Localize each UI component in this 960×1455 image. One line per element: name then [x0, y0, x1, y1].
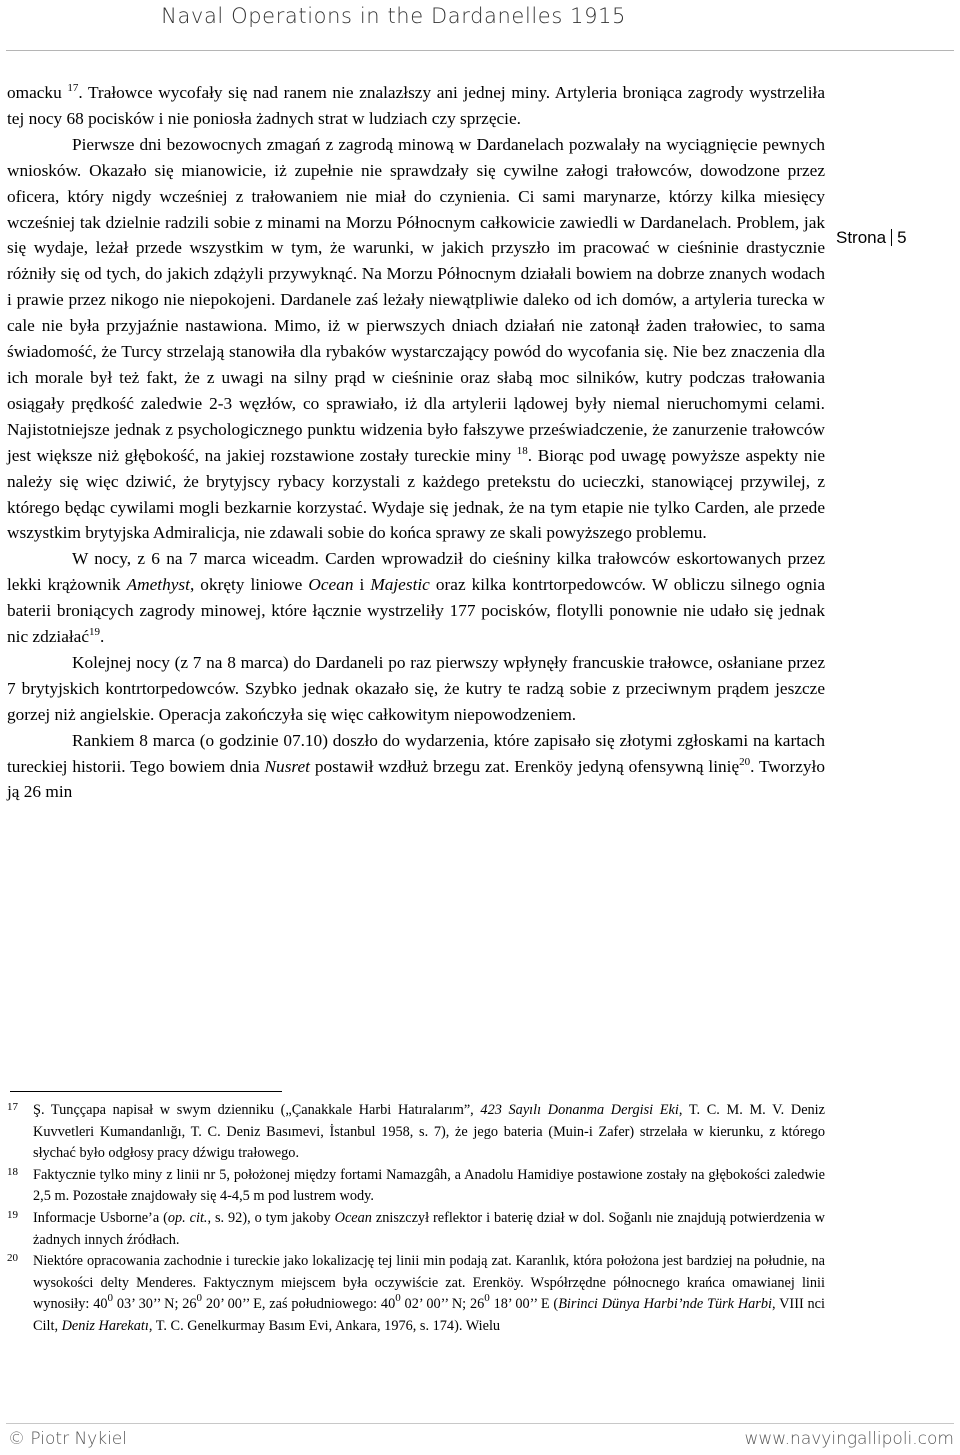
paragraph-1: omacku $^{17}$. Trałowce wycofały się nad ranem nie znalazłszy ani jednej miny. Artyleria broniąca zagrody wystrzeliła tej nocy 68 pocisków i nie poniosła żadnych strat w ludziach czy sprzęcie.: [7, 82, 825, 128]
footnote-ref-17[interactable]: 17: [67, 82, 79, 94]
running-header: Naval Operations in the Dardanelles 1915: [161, 4, 626, 28]
page-number: 5: [897, 228, 907, 247]
ship-name: Majestic: [370, 575, 430, 595]
footnote-number: 18: [7, 1165, 18, 1178]
paragraph-4: Kolejnej nocy (z 7 na 8 marca) do Dardaneli po raz pierwszy wpłynęły francuskie trałowce, osłaniane przez 7 brytyjskich kontrtorpedowców. Szybko jednak okazało się, że kutry te radzą sobie z przeciwnym prądem jeszcze gorzej niż angielskie. Operacja zakończyła się więc całkowitym niepowodzeniem.: [7, 652, 825, 724]
footnote-number: 19: [7, 1208, 18, 1221]
website-link[interactable]: www.navyingallipoli.com: [744, 1429, 954, 1449]
footnote-17: 17 Ş. Tunççapa napisał w swym dzienniku („Çanakkale Harbi Hatıralarım”, 423 Sayılı Donanma Dergisi Eki, T. C. M. M. V. Deniz Kuvvetleri Kumandanlığı, T. C. Deniz Basımevi, İstanbul 1958, s. 7), że jego bateria (Muin-i Zafer) strzelała w kierunku, z którego słychać było odgłosy pracy dźwigu trałowego.: [7, 1100, 825, 1165]
ship-name: Ocean: [308, 575, 354, 595]
footnote-ref-18[interactable]: 18: [516, 444, 528, 457]
page-footer: [8, 1429, 954, 1449]
separator-bar: [891, 229, 892, 246]
paragraph-2: Pierwsze dni bezowocnych zmagań z zagrodą minową w Dardanelach pozwalały na wyciągnięcie pewnych wniosków. Okazało się mianowicie, iż zupełnie nie sprawdzały się cywilne załogi trałowców, dowodzone przez oficera, który nigdy wcześniej z trałowaniem nie miał do czynienia. Ci sami marynarze, którzy kilka miesięcy wcześniej tak dzielnie radzili sobie z minami na Morzu Północnym całkowicie zawiedli w Dardanelach. Problem, jak się wydaje, leżał przede wszystkim w tym, że warunki, w jakich przyszło im pracować w cieśninie drastycznie różniły się od tych, do jakich zdążyli przywyknąć. Na Morzu Północnym działali bowiem na dobrze znanych wodach i prawie przez nikogo nie niepokojeni. Dardanele zaś leżały niewątpliwie daleko od ich domów, a artyleria turecka w cale nie była przyjaźnie nastawiona. Mimo, iż w pierwszych dniach działań nie zatonął żaden trałowiec, to sama świadomość, że Turcy strzelają stanowiła dla rybaków wystarczający powód do wycofania się. Nie bez znaczenia dla ich morale był też fakt, że z uwagi na silny prąd w cieśninie oraz słabą moc silników, kutry podczas trałowania osiągały prędkość zaledwie 2-3 węzłów, co sprawiało, iż dla artylerii lądowej były niemal nieruchomymi celami. Najistotniejsze jednak z psychologicznego punktu widzenia było fałszywe przeświadczenie, że zanurzenie trałowców jest większe niż głębokość, na jakiej rozstawione zostały tureckie miny $^{18}$. Biorąc pod uwagę powyższe aspekty nie należy się więc dziwić, że brytyjscy rybacy korzystali z każdego pretekstu do ucieczki, stanowiącej przywilej, z którego będąc cywilami mogli bezkarnie korzystać. Wydaje się jednak, że na tym etapie nie tylko Carden, ale przede wszystkim brytyjska Admiralicja, nie zdawali sobie do końca sprawy ze skali powyższego problemu.: [7, 134, 825, 543]
paragraph-5: Rankiem 8 marca (o godzinie 07.10) doszło do wydarzenia, które zapisało się złotymi zgłoskami na kartach tureckiej historii. Tego bowiem dnia Nusret postawił wzdłuż brzegu zat. Erenköy jedyną ofensywną linię$^{20}$. Tworzyło ją 26 min: [7, 730, 825, 802]
paragraph-3: W nocy, z 6 na 7 marca wiceadm. Carden wprowadził do cieśniny kilka trałowców eskortowanych przez lekki krążownik Amethyst, okręty liniowe Ocean i Majestic oraz kilka kontrtorpedowców. W obliczu silnego ognia baterii broniących zagrody minowej, które łącznie wystrzeliły 177 pocisków, flotylli ponownie nie udało się jednak nic zdziałać$^{19}$.: [7, 549, 825, 647]
footnote-ref-19[interactable]: 19: [89, 626, 101, 639]
main-text: [7, 80, 825, 805]
footnote-divider: [10, 1091, 282, 1092]
footnote-number: 20: [7, 1252, 18, 1265]
header-divider: [6, 50, 954, 51]
footer-divider: [6, 1423, 954, 1424]
ship-name: Amethyst: [126, 575, 190, 595]
footnotes: [7, 1100, 825, 1338]
footnote-19: 19 Informacje Usborne’a (op. cit., s. 92), o tym jakoby Ocean zniszczył reflektor i baterię dział w dol. Soğanlı nie znajdują potwierdzenia w żadnych innych źródłach.: [7, 1208, 825, 1251]
footnote-20: 20 Niektóre opracowania zachodnie i tureckie jako lokalizację tej linii min podają zat. Karanlık, która położona jest bardziej na południe, na wysokości delty Menderes. Faktycznym miejscem była oczywiście zat. Erenköy. Współrzędne północnego krańca omawianej linii wynosiły: $40^0$ 03’ 30’’ N; $26^0$ 20’ 00’’ E, zaś południowego: $40^0$ 02’ 00’’ N; $26^0$ 18’ 00’’ E (Birinci Dünya Harbi’nde Türk Harbi, VIII nci Cilt, Deniz Harekatı, T. C. Genelkurmay Basım Evi, Ankara, 1976, s. 174). Wielu: [7, 1251, 825, 1337]
footnote-18: 18 Faktycznie tylko miny z linii nr 5, położonej między fortami Namazgâh, a Anadolu Hamidiye postawione zostały na głębokości zaledwie 2,5 m. Pozostałe znajdowały się 4-4,5 m pod lustrem wody.: [7, 1165, 825, 1208]
ship-name: Nusret: [264, 756, 310, 776]
footnote-ref-20[interactable]: 20: [739, 755, 751, 768]
footnote-number: 17: [7, 1101, 18, 1113]
author-credit: © Piotr Nykiel: [8, 1429, 127, 1449]
page-number-label: Strona 5: [836, 228, 907, 247]
